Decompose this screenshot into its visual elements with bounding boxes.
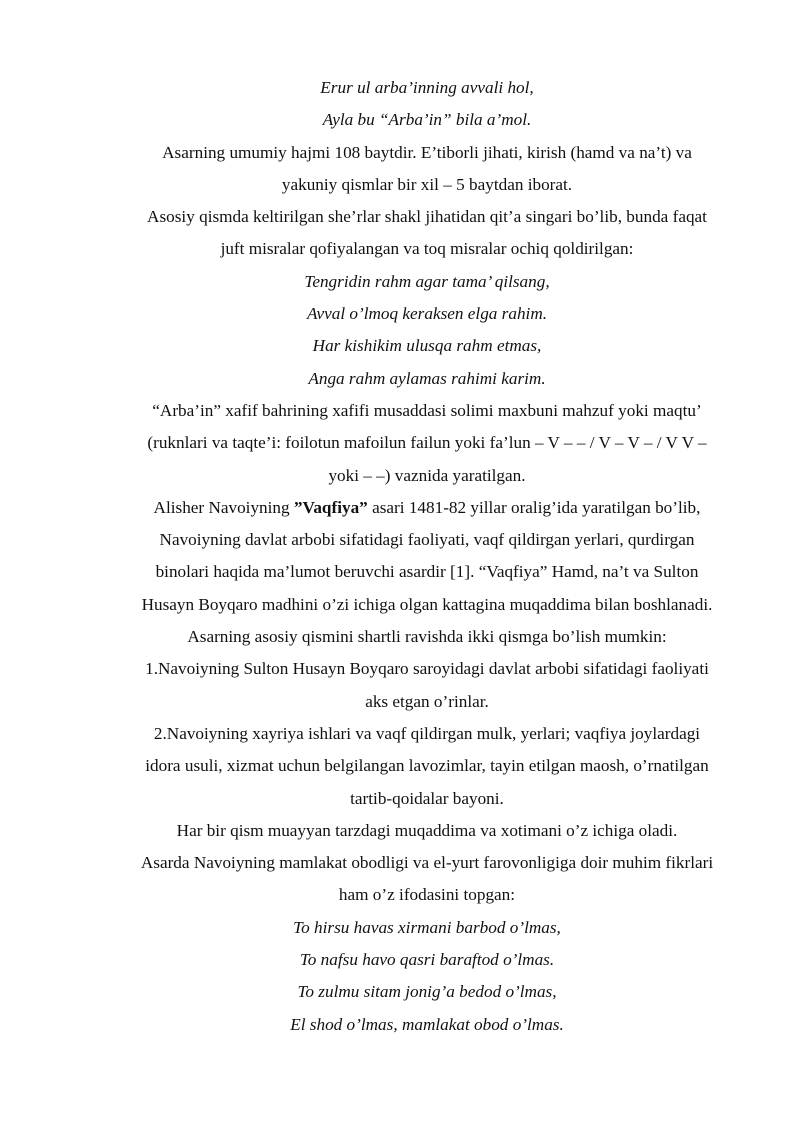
paragraph-line: binolari haqida ma’lumot beruvchi asardir [1]. “Vaqfiya” Hamd, na’t va Sulton <box>155 562 699 582</box>
paragraph-line: Asarda Navoiyning mamlakat obodligi va el-yurt farovonligiga doir muhim fikrlari <box>140 853 714 873</box>
paragraph-line: juft misralar qofiyalangan va toq misralar ochiq qoldirilgan: <box>220 239 634 259</box>
paragraph-line: “Arba’in” xafif bahrining xafifi musaddasi solimi maxbuni mahzuf yoki maqtu’ <box>152 400 702 420</box>
paragraph-line: Har bir qism muayyan tarzdagi muqaddima va xotimani o’z ichiga oladi. <box>176 820 678 840</box>
list-item-line: idora usuli, xizmat uchun belgilangan lavozimlar, tayin etilgan maosh, o’rnatilgan <box>145 756 709 776</box>
paragraph-line <box>112 492 742 524</box>
verse-line: Erur ul arba’inning avvali hol, <box>320 78 534 97</box>
document-body <box>112 72 742 1041</box>
paragraph-line: yakuniy qismlar bir xil – 5 baytdan iborat. <box>281 174 573 194</box>
paragraph-text: Alisher Navoiyning <box>153 497 294 517</box>
paragraph-line: Navoiyning davlat arbobi sifatidagi faoliyati, vaqf qildirgan yerlari, qurdirgan <box>159 530 695 550</box>
paragraph-line: ham o’z ifodasini topgan: <box>338 885 516 905</box>
list-item-line: tartib-qoidalar bayoni. <box>350 788 504 808</box>
paragraph-line: yoki – –) vaznida yaratilgan. <box>328 465 526 485</box>
paragraph-line: Husayn Boyqaro madhini o’zi ichiga olgan kattagina muqaddima bilan boshlanadi. <box>141 594 713 614</box>
verse-line: Avval o’lmoq keraksen elga rahim. <box>306 304 548 324</box>
list-item-line: aks etgan o’rinlar. <box>365 691 489 711</box>
verse-line: To hirsu havas xirmani barbod o’lmas, <box>293 917 561 937</box>
verse-line: To zulmu sitam jonig’a bedod o’lmas, <box>297 982 557 1002</box>
list-item-line: 1.Navoiyning Sulton Husayn Boyqaro saroyidagi davlat arbobi sifatidagi faoliyati <box>145 659 709 679</box>
verse-line: Har kishikim ulusqa rahm etmas, <box>312 336 542 356</box>
work-title: ”Vaqfiya” <box>293 497 368 517</box>
list-item-line: 2.Navoiyning xayriya ishlari va vaqf qildirgan mulk, yerlari; vaqfiya joylardagi <box>153 723 701 743</box>
verse-line: Anga rahm aylamas rahimi karim. <box>308 368 546 388</box>
verse-line: Ayla bu “Arba’in” bila a’mol. <box>322 110 532 130</box>
paragraph-line: Asosiy qismda keltirilgan she’rlar shakl jihatidan qit’a singari bo’lib, bunda faqat <box>147 207 707 227</box>
paragraph-line: (ruknlari va taqte’i: foilotun mafoilun failun yoki fa’lun – V – – / V – V – / V V – <box>147 433 707 453</box>
verse-line: To nafsu havo qasri baraftod o’lmas. <box>299 950 555 970</box>
paragraph-line: Asarning asosiy qismini shartli ravishda ikki qismga bo’lish mumkin: <box>187 627 667 647</box>
paragraph-line: Asarning umumiy hajmi 108 baytdir. E’tiborli jihati, kirish (hamd va na’t) va <box>162 142 692 162</box>
paragraph-text: asari 1481-82 yillar oralig’ida yaratilgan bo’lib, <box>367 497 701 517</box>
verse-line: El shod o’lmas, mamlakat obod o’lmas. <box>290 1014 564 1034</box>
verse-line: Tengridin rahm agar tama’ qilsang, <box>304 271 550 291</box>
